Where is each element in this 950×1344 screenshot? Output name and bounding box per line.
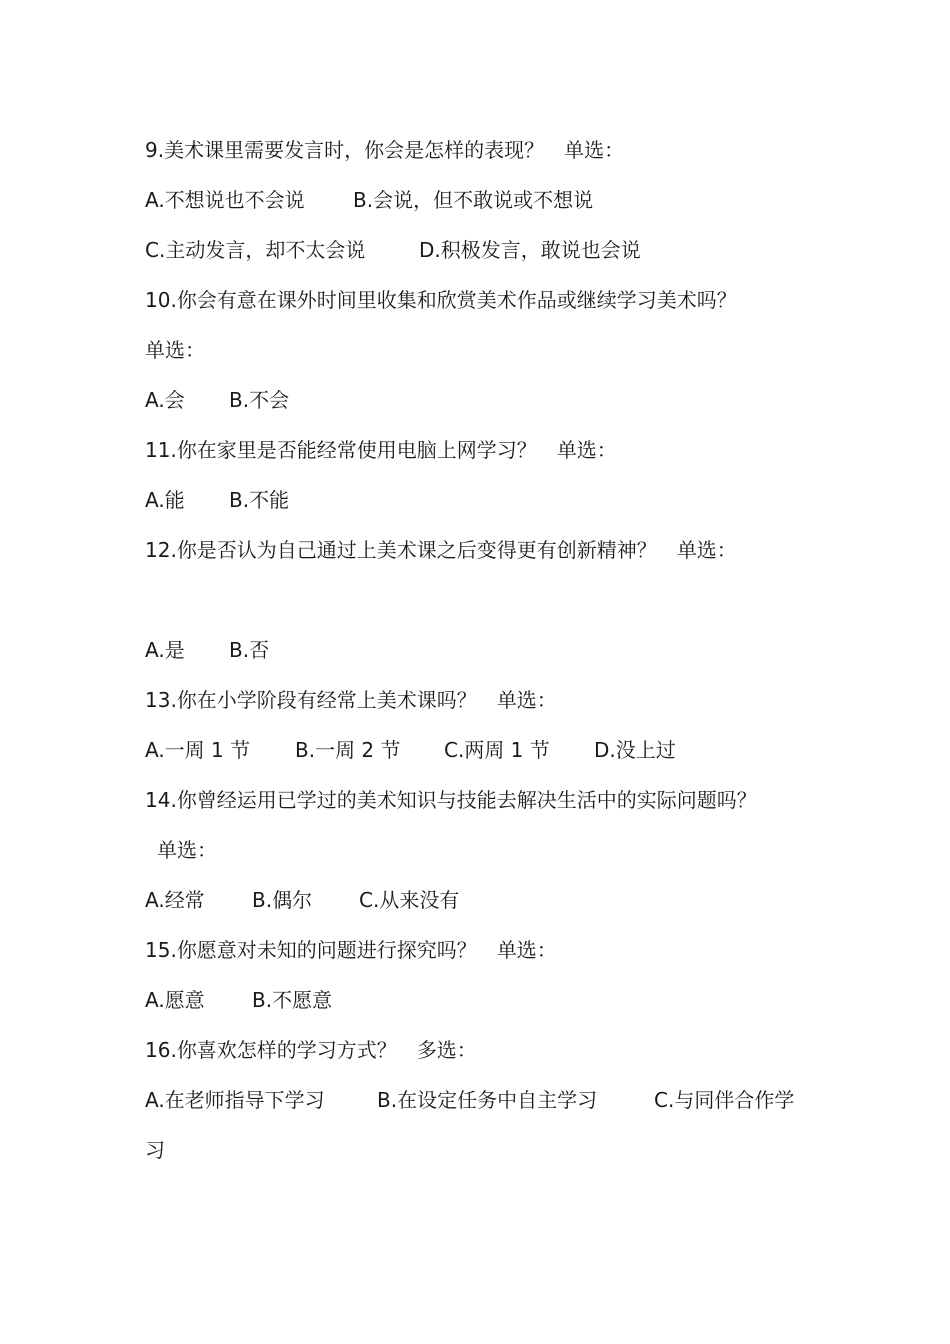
- question-text: 你喜欢怎样的学习方式？: [176, 1038, 397, 1062]
- question-number: 9.: [145, 138, 165, 162]
- option-a: A.经常: [145, 888, 205, 912]
- question-type: 单选：: [496, 938, 557, 962]
- question-number: 11.: [145, 438, 177, 462]
- question-type: 单选：: [145, 338, 205, 362]
- options-row: [145, 986, 332, 1014]
- question-text: 你愿意对未知的问题进行探究吗？: [176, 938, 477, 962]
- question-text: 你曾经运用已学过的美术知识与技能去解决生活中的实际问题吗？: [176, 788, 757, 812]
- question-11: [145, 436, 617, 464]
- question-type: 单选：: [556, 438, 617, 462]
- option-c: C.从来没有: [359, 888, 460, 912]
- options-row: [145, 386, 289, 414]
- option-d: D.积极发言，敢说也会说: [419, 238, 641, 262]
- question-type: 单选：: [157, 838, 217, 862]
- options-row: [145, 636, 269, 664]
- option-c-continuation: 习: [145, 1138, 165, 1162]
- question-type: 单选：: [564, 138, 625, 162]
- option-b: B.一周 2 节: [295, 738, 401, 762]
- question-text: 你是否认为自己通过上美术课之后变得更有创新精神？: [176, 538, 657, 562]
- option-c: C.主动发言，却不太会说: [145, 238, 366, 262]
- question-number: 10.: [145, 288, 177, 312]
- question-number: 14.: [145, 788, 177, 812]
- option-b: B.会说，但不敢说或不想说: [353, 188, 594, 212]
- question-number: 15.: [145, 938, 177, 962]
- question-10: [145, 286, 737, 314]
- question-number: 16.: [145, 1038, 177, 1062]
- question-number: 12.: [145, 538, 177, 562]
- option-b: B.偶尔: [252, 888, 313, 912]
- option-b: B.不能: [229, 488, 290, 512]
- question-9: [145, 136, 624, 164]
- question-type: 单选：: [676, 538, 737, 562]
- option-a: A.能: [145, 488, 185, 512]
- option-c: C.两周 1 节: [444, 738, 550, 762]
- option-d: D.没上过: [594, 738, 676, 762]
- question-text: 美术课里需要发言时，你会是怎样的表现？: [164, 138, 545, 162]
- options-row: [145, 236, 641, 264]
- question-12: [145, 536, 737, 564]
- option-a: A.不想说也不会说: [145, 188, 305, 212]
- options-row: [145, 736, 676, 764]
- options-row-continuation: [145, 1136, 165, 1164]
- option-a: A.愿意: [145, 988, 205, 1012]
- question-15: [145, 936, 557, 964]
- option-a: A.一周 1 节: [145, 738, 251, 762]
- option-b: B.不愿意: [252, 988, 333, 1012]
- question-text: 你在小学阶段有经常上美术课吗？: [176, 688, 477, 712]
- question-type-line: [145, 336, 205, 364]
- option-b: B.否: [229, 638, 270, 662]
- option-a: A.会: [145, 388, 185, 412]
- question-14: [145, 786, 757, 814]
- question-text: 你会有意在课外时间里收集和欣赏美术作品或继续学习美术吗？: [176, 288, 737, 312]
- options-row: [145, 886, 459, 914]
- option-c: C.与同伴合作学: [654, 1088, 795, 1112]
- option-b: B.不会: [229, 388, 290, 412]
- question-text: 你在家里是否能经常使用电脑上网学习？: [176, 438, 537, 462]
- options-row: [145, 1086, 794, 1114]
- options-row: [145, 186, 593, 214]
- option-a: A.在老师指导下学习: [145, 1088, 325, 1112]
- question-number: 13.: [145, 688, 177, 712]
- question-13: [145, 686, 557, 714]
- question-type: 单选：: [496, 688, 557, 712]
- option-a: A.是: [145, 638, 185, 662]
- question-type-line: [157, 836, 217, 864]
- question-type: 多选：: [416, 1038, 477, 1062]
- options-row: [145, 486, 289, 514]
- option-b: B.在设定任务中自主学习: [377, 1088, 598, 1112]
- question-16: [145, 1036, 477, 1064]
